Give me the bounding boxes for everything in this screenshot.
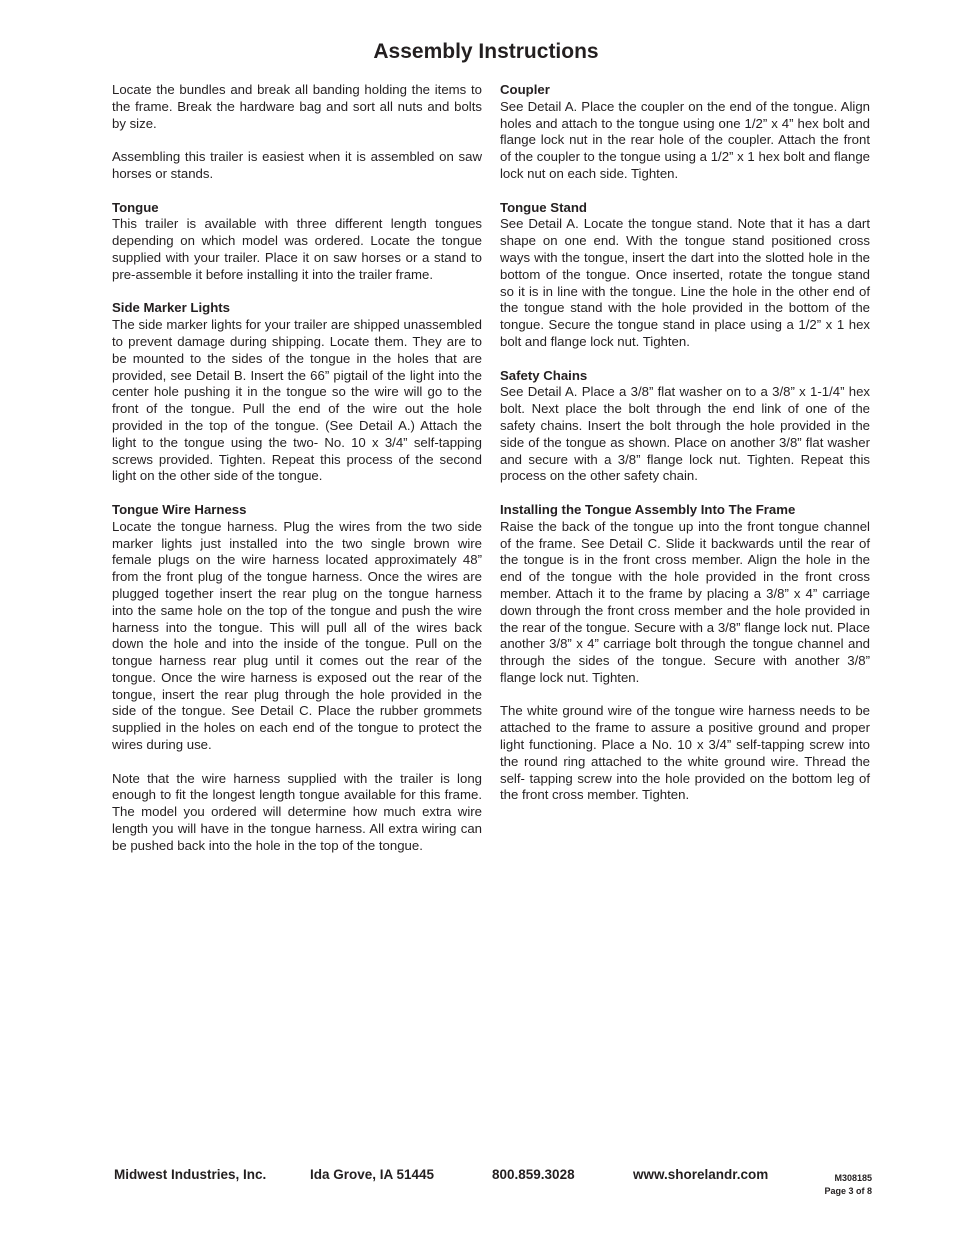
footer-company: Midwest Industries, Inc. (114, 1167, 267, 1182)
side-marker-lights-body: The side marker lights for your trailer are shipped unassembled to prevent damage during shipping. Locate them. They are to be mounted to the sides of the tongue in the holes that are provided, see Detail B. Insert the 66” pigtail of the light into the center hole pushing it in the tongue so the wire will go to the front of the tongue. Pull the end of the wire out the hole provided in the top of the tongue. (See Detail A.) Attach the light to the tongue using the two- No. 10 x 3/4” self-tapping screws provided. Tighten. Repeat this process of the second light on the other side of the tongue. (112, 317, 482, 484)
safety-chains-section (500, 368, 870, 486)
tongue-heading: Tongue (112, 199, 159, 215)
document-number-block (824, 1172, 872, 1198)
tongue-stand-heading: Tongue Stand (500, 199, 587, 215)
right-column (500, 82, 870, 821)
tongue-body: This trailer is available with three different length tongues depending on which model was ordered. Locate the tongue supplied with your trailer. Place it on saw horses or a stand to pre-assemble it before installing it into the trailer frame. (112, 216, 482, 282)
intro-paragraph-1: Locate the bundles and break all banding holding the items to the frame. Break the hardware bag and sort all nuts and bolts by size. (112, 82, 482, 131)
coupler-heading: Coupler (500, 82, 550, 97)
side-marker-lights-section (112, 300, 482, 485)
tongue-section (112, 200, 482, 284)
tongue-wire-harness-heading: Tongue Wire Harness (112, 501, 247, 517)
safety-chains-heading: Safety Chains (500, 367, 588, 383)
wire-harness-note: Note that the wire harness supplied with the trailer is long enough to fit the longest length tongue available for this frame. The model you ordered will determine how much extra wire length you will have in the tongue harness. All extra wiring can be pushed back into the hole in the top of the tongue. (112, 770, 482, 853)
safety-chains-body: See Detail A. Place a 3/8” flat washer on to a 3/8” x 1-1/4” hex bolt. Next place the bolt through the end link of one of the safety chains. Insert the bolt through the hole provided in the side of the tongue as shown. Place on another 3/8” flat washer and secure with a 3/8” flange lock nut. Tighten. Repeat this process on the other safety chain. (500, 384, 870, 484)
installing-section (500, 502, 870, 687)
coupler-body: See Detail A. Place the coupler on the end of the tongue. Align holes and attach to the tongue using one 1/2” x 4” hex bolt and flange lock nut in the rear hole of the coupler. Attach the front of the coupler to the tongue using a 1/2” x 1 hex bolt and flange lock nut on each side. Tighten. (500, 98, 870, 181)
page-number: Page 3 of 8 (824, 1186, 872, 1196)
page-title: Assembly Instructions (373, 40, 599, 63)
footer-city: Ida Grove, IA 51445 (310, 1167, 435, 1182)
ground-wire-paragraph: The white ground wire of the tongue wire harness needs to be attached to the frame to assure a positive ground and proper light functioning. Place a No. 10 x 3/4” self-tapping screw into the round ring attached to the white ground wire. Thread the self- tapping screw into the hole provided on the bottom leg of the front cross member. Tighten. (500, 703, 870, 803)
tongue-stand-body: See Detail A. Locate the tongue stand. Note that it has a dart shape on one end. With the tongue stand positioned cross ways with the tongue, insert the dart into the slotted hole in the bottom of the tongue. Once inserted, rotate the tongue stand so it is in line with the tongue. Line the hole in the other end of the tongue stand with the hole provided in the bottom of the tongue. Secure the tongue stand in place using a 1/2” x 1 hex bolt and flange lock nut. Tighten. (500, 216, 870, 349)
document-number: M308185 (834, 1173, 872, 1183)
tongue-wire-harness-body: Locate the tongue harness. Plug the wires from the two side marker lights just installed into the two single brown wire female plugs on the wire harness located approximately 48” from the front plug of the tongue harness. Once the wires are plugged together insert the rear plug on the tongue harness into the same hole on the top of the tongue and push the wire harness into the tongue. This will pull all of the wires back down the hole and into the inside of the tongue. Pull on the tongue harness rear plug until it comes out the rear of the tongue. Once the wire harness is exposed out the rear of the tongue, insert the rear plug through the hole provided in the side of the tongue. See Detail C. Place the rubber grommets supplied in the holes on each end of the tongue to protect the wires during use. (112, 518, 482, 753)
footer-website: www.shorelandr.com (633, 1167, 769, 1182)
coupler-section (500, 82, 870, 183)
tongue-stand-section (500, 200, 870, 351)
footer-phone: 800.859.3028 (492, 1167, 575, 1182)
side-marker-lights-heading: Side Marker Lights (112, 300, 230, 316)
left-column (112, 82, 482, 871)
installing-body: Raise the back of the tongue up into the front tongue channel of the frame. See Detail C. Slide it backwards until the rear of the tongue is in the front cross member. Align the hole in the end of the tongue with the hole provided in the front cross member. Attach it to the frame by placing a 3/8” x 4” carriage down through the front cross member and the hole provided in the rear of the tongue. Secure with a 3/8” flange lock nut. Place another 3/8” x 4” carriage bolt through the tongue channel and through the sides of the tongue. Secure with another 3/8” flange lock nut. Tighten. (500, 518, 870, 685)
intro-paragraph-2: Assembling this trailer is easiest when it is assembled on saw horses or stands. (112, 149, 482, 181)
installing-heading: Installing the Tongue Assembly Into The Frame (500, 501, 796, 517)
tongue-wire-harness-section (112, 502, 482, 754)
